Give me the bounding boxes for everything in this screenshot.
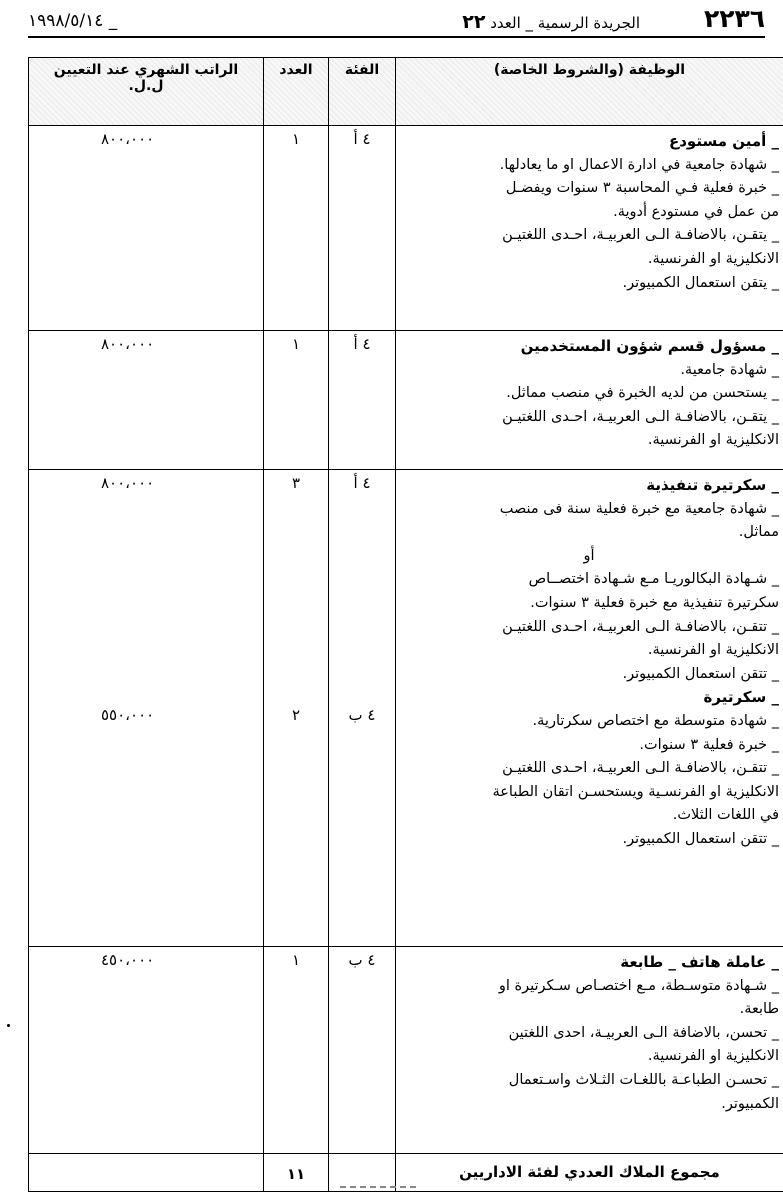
job-title: _ عاملة هاتف _ طابعة bbox=[620, 953, 779, 971]
table-row bbox=[29, 947, 783, 1154]
margin-dot bbox=[7, 1024, 10, 1027]
salary-cell bbox=[29, 470, 264, 947]
count-cell: ١ bbox=[264, 126, 329, 331]
job-condition: الانكليزية او الفرنسـية ويستحسـن اتقان الطباعة bbox=[492, 783, 779, 800]
job-condition: _ شهادة جامعية. bbox=[680, 361, 779, 378]
job-condition: _ شهادة جامعية مع خبرة فعلية سنة فى منصب bbox=[499, 500, 779, 517]
header-salary bbox=[29, 58, 264, 126]
salary-cell: ٨٠٠،٠٠٠ bbox=[29, 331, 264, 470]
job-condition: _ تتقن استعمال الكمبيوتر. bbox=[622, 665, 779, 682]
spacer bbox=[101, 492, 263, 706]
job-condition: _ خبرة فعلية ٣ سنوات. bbox=[639, 736, 779, 753]
job-condition: الانكليزية او الفرنسية. bbox=[647, 1048, 779, 1065]
job-condition: من عمل في مستودع أدوية. bbox=[613, 203, 779, 220]
count-value: ٣ bbox=[291, 474, 301, 492]
job-condition: _ خبرة فعلية فـي المحاسبة ٣ سنوات ويفضـل bbox=[505, 180, 779, 197]
table-row bbox=[29, 470, 783, 947]
header-job: الوظيفة (والشروط الخاصة) bbox=[396, 58, 783, 126]
salary-value: ٥٥٠،٠٠٠ bbox=[101, 706, 155, 724]
job-condition: _ شـهادة البكالوريـا مـع شـهادة اختصــاص bbox=[528, 571, 779, 588]
count-cell: ١ bbox=[264, 331, 329, 470]
issue-date: _ ١٩٩٨/٥/١٤ bbox=[28, 11, 118, 31]
job-condition: في اللغات الثلاث. bbox=[672, 807, 779, 824]
spacer bbox=[330, 492, 394, 706]
salary-cell: ٨٠٠،٠٠٠ bbox=[29, 126, 264, 331]
job-condition: _ شهادة جامعية في ادارة الاعمال او ما يعادلها. bbox=[499, 156, 779, 173]
header-category: الفئة bbox=[329, 58, 396, 126]
job-condition: _ يستحسن من لديه الخبرة في منصب مماثل. bbox=[506, 385, 779, 402]
count-value: ٢ bbox=[291, 706, 301, 724]
job-condition: _ تتقـن، بالاضافـة الـى العربيـة، احـدى اللغتيـن bbox=[502, 760, 779, 777]
job-condition: الانكليزية او الفرنسية. bbox=[647, 432, 779, 449]
count-cell: ١ bbox=[264, 947, 329, 1154]
job-cell bbox=[396, 126, 783, 331]
job-cell bbox=[396, 947, 783, 1154]
page-header bbox=[28, 6, 765, 38]
table-row bbox=[29, 331, 783, 470]
category-value: ٤ ب bbox=[348, 706, 376, 724]
job-condition: _ يتقـن، بالاضافـة الـى العربيـة، احـدى اللغتيـن bbox=[502, 227, 779, 244]
spacer bbox=[265, 492, 327, 706]
table-header-row bbox=[29, 58, 783, 126]
job-condition-or: أو bbox=[583, 547, 595, 564]
job-condition: الانكليزية او الفرنسية. bbox=[647, 642, 779, 659]
job-condition: سكرتيرة تنفيذية مع خبرة فعلية ٣ سنوات. bbox=[530, 594, 779, 611]
gazette-title bbox=[462, 11, 640, 33]
job-condition: _ شـهادة متوسـطة، مـع اختصـاص سـكرتيرة او bbox=[498, 977, 779, 994]
job-condition: الانكليزية او الفرنسية. bbox=[647, 250, 779, 267]
category-cell: ٤ أ bbox=[329, 331, 396, 470]
job-title: _ سكرتيرة bbox=[703, 688, 779, 707]
job-title: _ سكرتيرة تنفيذية bbox=[646, 476, 779, 494]
job-title: _ أمين مستودع bbox=[668, 132, 779, 150]
job-condition: _ يتقن استعمال الكمبيوتر. bbox=[622, 274, 779, 291]
gazette-name: الجريدة الرسمية _ العدد bbox=[490, 14, 640, 32]
category-cell: ٤ ب bbox=[329, 947, 396, 1154]
job-condition: _ شهادة متوسطة مع اختصاص سكرتارية. bbox=[532, 712, 779, 729]
job-condition: _ يتقـن، بالاضافـة الـى العربيـة، احـدى اللغتيـن bbox=[502, 408, 779, 425]
category-cell: ٤ أ bbox=[329, 126, 396, 331]
page-number: ٢٢٣٦ bbox=[703, 4, 765, 33]
job-condition: مماثل. bbox=[738, 524, 779, 541]
issue-number: ٢٢ bbox=[462, 11, 486, 33]
job-cell bbox=[396, 331, 783, 470]
salary-value: ٨٠٠،٠٠٠ bbox=[101, 474, 155, 492]
positions-table bbox=[28, 57, 783, 1192]
table-row bbox=[29, 126, 783, 331]
job-condition: _ تحسـن الطباعـة باللغـات الثـلاث واسـتعمال bbox=[508, 1071, 779, 1088]
salary-cell: ٤٥٠،٠٠٠ bbox=[29, 947, 264, 1154]
job-condition: _ تحسن، بالاضافة الـى العربيـة، احدى اللغتين bbox=[508, 1024, 779, 1041]
footer-mark bbox=[340, 1186, 420, 1188]
header-salary-unit: ل.ل. bbox=[128, 78, 164, 94]
category-value: ٤ أ bbox=[353, 474, 371, 492]
total-label: مجموع الملاك العددي لفئة الاداريين bbox=[396, 1154, 783, 1192]
total-count: ١١ bbox=[264, 1154, 329, 1192]
header-salary-label: الراتب الشهري عند التعيين bbox=[53, 62, 239, 78]
job-cell bbox=[396, 470, 783, 947]
header-count: العدد bbox=[264, 58, 329, 126]
total-salary-cell bbox=[29, 1154, 264, 1192]
job-condition: _ تتقـن، بالاضافـة الـى العربيـة، احـدى اللغتيـن bbox=[502, 618, 779, 635]
job-condition: _ تتقن استعمال الكمبيوتر. bbox=[622, 830, 779, 847]
job-title: _ مسؤول قسم شؤون المستخدمين bbox=[520, 337, 779, 355]
category-cell bbox=[329, 470, 396, 947]
job-condition: الكمبيوتر. bbox=[721, 1095, 779, 1112]
count-cell bbox=[264, 470, 329, 947]
job-condition: طابعة. bbox=[739, 1001, 779, 1018]
